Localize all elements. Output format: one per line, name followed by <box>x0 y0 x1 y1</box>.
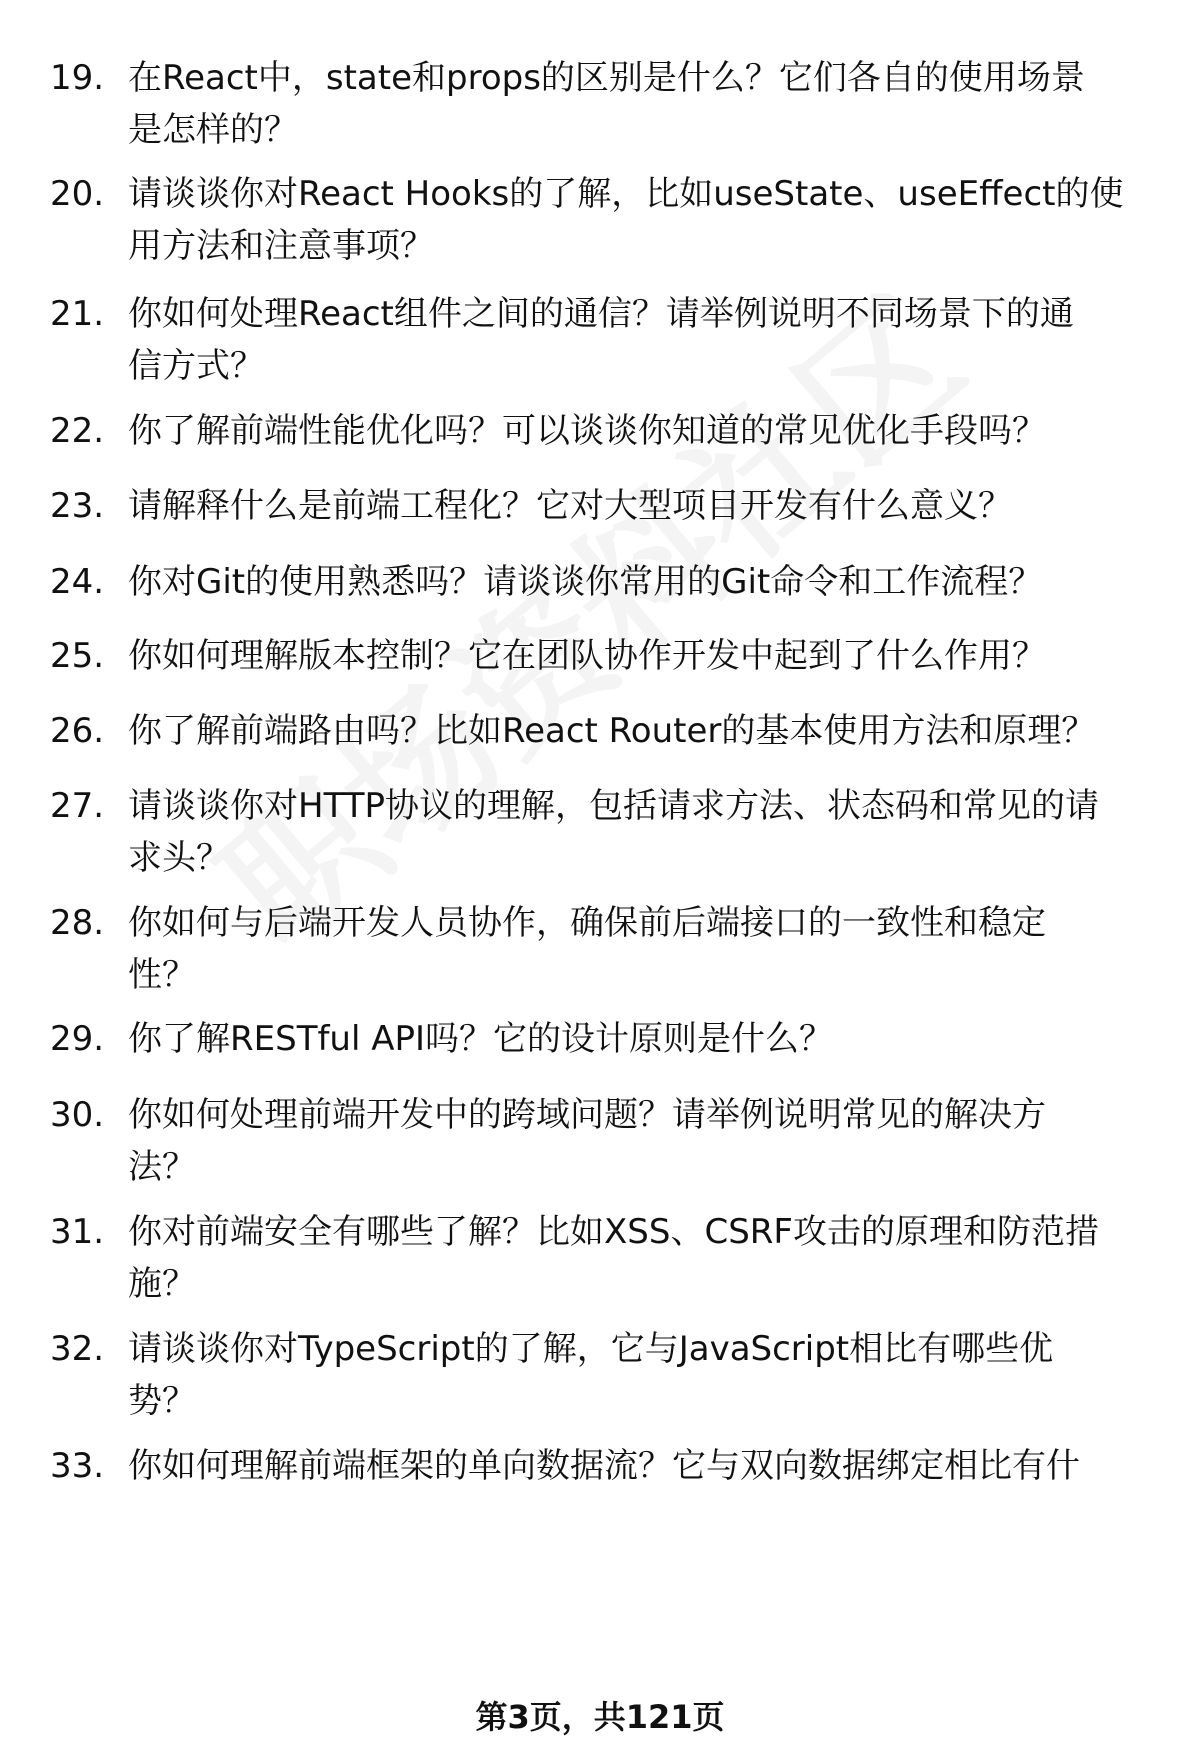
question-number: 26. <box>50 711 105 751</box>
question-text <box>128 1206 1148 1310</box>
question-number: 19. <box>50 58 105 98</box>
question-number: 27. <box>50 786 105 826</box>
question-line: 请解释什么是前端工程化？它对大型项目开发有什么意义？ <box>128 486 1012 526</box>
question-line: 你了解RESTful API吗？它的设计原则是什么？ <box>128 1019 834 1059</box>
question-number: 30. <box>50 1095 105 1135</box>
question-text <box>128 52 1148 156</box>
question-line: 信方式？ <box>128 346 264 386</box>
question-line: 用方法和注意事项？ <box>128 226 434 266</box>
question-line: 你对前端安全有哪些了解？比如XSS、CSRF攻击的原理和防范措 <box>128 1212 1099 1252</box>
question-line: 你如何理解版本控制？它在团队协作开发中起到了什么作用？ <box>128 636 1046 676</box>
question-text <box>128 405 1148 457</box>
question-line: 你如何理解前端框架的单向数据流？它与双向数据绑定相比有什 <box>128 1446 1080 1486</box>
question-line: 你了解前端性能优化吗？可以谈谈你知道的常见优化手段吗？ <box>128 411 1046 451</box>
question-number: 31. <box>50 1212 105 1252</box>
question-number: 33. <box>50 1446 105 1486</box>
question-line: 势？ <box>128 1381 196 1421</box>
question-number: 20. <box>50 174 105 214</box>
question-text <box>128 897 1148 1001</box>
question-text <box>128 288 1148 392</box>
question-number: 23. <box>50 486 105 526</box>
question-number: 22. <box>50 411 105 451</box>
question-line: 请谈谈你对TypeScript的了解，它与JavaScript相比有哪些优 <box>128 1329 1054 1369</box>
question-text <box>128 168 1148 272</box>
question-line: 求头？ <box>128 838 230 878</box>
question-line: 请谈谈你对HTTP协议的理解，包括请求方法、状态码和常见的请 <box>128 786 1100 826</box>
question-text <box>128 1089 1148 1193</box>
page-footer: 第3页，共121页 <box>475 1698 725 1736</box>
question-number: 28. <box>50 903 105 943</box>
question-line: 性？ <box>128 955 196 995</box>
question-text <box>128 630 1148 682</box>
question-line: 是怎样的？ <box>128 110 298 150</box>
question-number: 25. <box>50 636 105 676</box>
question-number: 24. <box>50 562 105 602</box>
question-line: 你如何处理前端开发中的跨域问题？请举例说明常见的解决方 <box>128 1095 1046 1135</box>
question-text <box>128 780 1148 884</box>
question-number: 32. <box>50 1329 105 1369</box>
question-text <box>128 556 1148 608</box>
question-line: 你对Git的使用熟悉吗？请谈谈你常用的Git命令和工作流程？ <box>128 562 1043 602</box>
question-line: 施？ <box>128 1264 196 1304</box>
question-number: 21. <box>50 294 105 334</box>
question-text <box>128 1013 1148 1065</box>
question-line: 法？ <box>128 1147 196 1187</box>
question-text <box>128 1440 1148 1492</box>
question-line: 请谈谈你对React Hooks的了解，比如useState、useEffect的使 <box>128 174 1124 214</box>
question-line: 你如何处理React组件之间的通信？请举例说明不同场景下的通 <box>128 294 1074 334</box>
question-text <box>128 480 1148 532</box>
question-line: 在React中，state和props的区别是什么？它们各自的使用场景 <box>128 58 1085 98</box>
question-number: 29. <box>50 1019 105 1059</box>
question-line: 你了解前端路由吗？比如React Router的基本使用方法和原理？ <box>128 711 1096 751</box>
question-text <box>128 705 1148 757</box>
question-line: 你如何与后端开发人员协作，确保前后端接口的一致性和稳定 <box>128 903 1046 943</box>
question-text <box>128 1323 1148 1427</box>
